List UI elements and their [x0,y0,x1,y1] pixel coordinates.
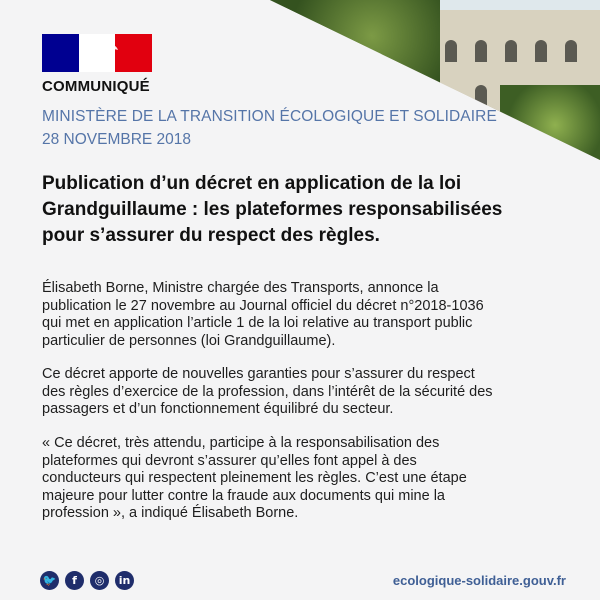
paragraph-line: « Ce décret, très attendu, participe à la responsabilisation des [42,435,440,451]
headline [42,171,562,249]
paragraph-line: Élisabeth Borne, Ministre chargée des Transports, annonce la [42,280,439,296]
paragraph-line: des règles d’exercice de la profession, dans l’intérêt de la sécurité des [42,383,493,400]
paragraph-line: Ce décret apporte de nouvelles garanties pour s’assurer du respect [42,366,475,382]
photo-tree [500,85,600,160]
photo-window [565,40,577,62]
social-links [40,571,134,590]
photo-window [445,40,457,62]
paragraph-2 [42,366,567,419]
paragraph-line: plateformes qui devront s’assurer qu’elles font appel à des [42,452,417,469]
photo-window [505,40,517,62]
paragraph-line: majeure pour lutter contre la fraude aux documents qui mine la [42,487,445,504]
photo-tree [270,0,440,90]
footer [0,558,600,600]
photo-window [535,40,547,62]
facebook-icon[interactable]: f [65,571,84,590]
headline-line: Grandguillaume : les plateformes responsabilisées [42,199,503,220]
tricolor-flag [42,34,152,72]
paragraph-line: particulier de personnes (loi Grandguillaume). [42,332,336,349]
republique-francaise-logo [42,34,152,95]
paragraph-line: publication le 27 novembre au Journal officiel du décret n°2018-1036 [42,297,484,314]
instagram-icon[interactable]: ◎ [90,571,109,590]
paragraph-line: passagers et d’un fonctionnement équilibré du secteur. [42,401,394,417]
paragraph-3-quote [42,435,567,523]
website-link[interactable]: ecologique-solidaire.gouv.fr [392,573,566,588]
headline-line: Publication d’un décret en application de la loi [42,173,462,194]
marianne-icon [72,36,120,70]
photo-window [475,40,487,62]
linkedin-icon[interactable]: in [115,571,134,590]
paragraph-line: qui met en application l’article 1 de la loi relative au transport public [42,315,473,331]
paragraph-line: conducteurs qui respectent pleinement les règles. C’est une étape [42,470,467,486]
paragraph-line: profession », a indiqué Élisabeth Borne. [42,505,299,521]
building-photo [270,0,600,160]
publication-date: 28 NOVEMBRE 2018 [42,131,192,148]
ministry-name: MINISTÈRE DE LA TRANSITION ÉCOLOGIQUE ET SOLIDAIRE [42,108,497,125]
headline-line: pour s’assurer du respect des règles. [42,225,380,246]
paragraph-1 [42,280,567,350]
document-type-label: COMMUNIQUÉ [42,78,150,95]
twitter-icon[interactable]: 🐦 [40,571,59,590]
photo-window [475,85,487,107]
